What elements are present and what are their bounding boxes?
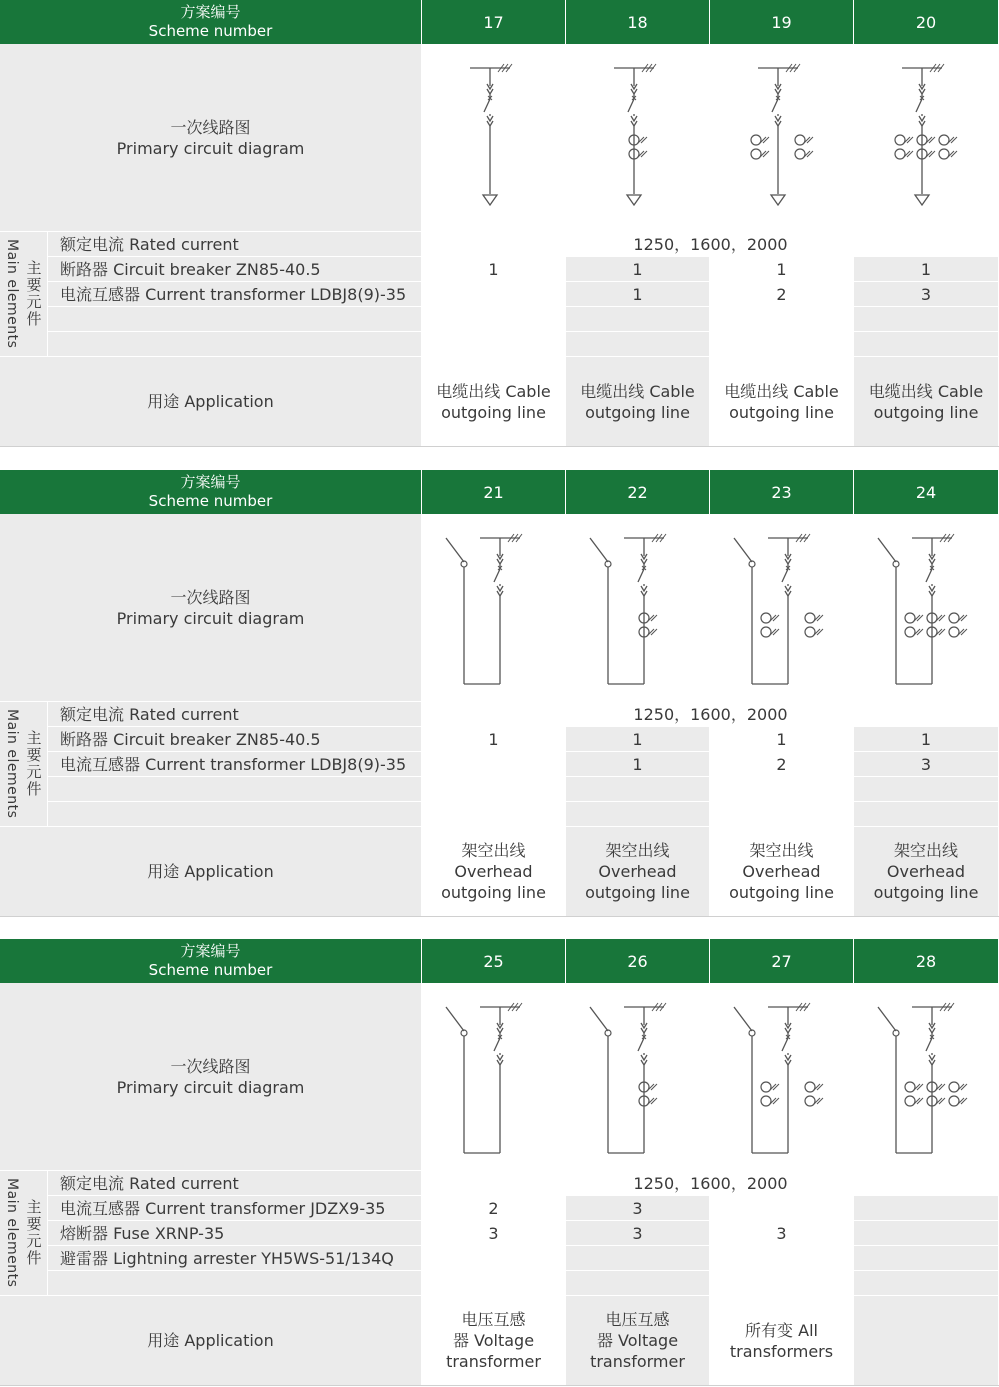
element-row-label: 电流互感器 Current transformer JDZX9-35 — [48, 1196, 421, 1220]
circuit-diagram-cell — [710, 514, 853, 701]
ct-coil-icon — [905, 1082, 915, 1092]
circuit-diagram-cell — [854, 983, 998, 1170]
element-value-cell — [566, 332, 709, 356]
text-line: transformer — [590, 1352, 685, 1371]
diagram-label-en: Primary circuit diagram — [116, 138, 305, 158]
ct-coil-icon — [795, 135, 805, 145]
main-elements-label — [0, 232, 47, 356]
application-cell — [854, 357, 998, 446]
element-value-cell — [566, 307, 709, 331]
circuit-diagram-cell — [566, 983, 709, 1170]
scheme-number-en: Scheme number — [148, 492, 273, 510]
rated-current-value: 1250，1600，2000 — [422, 232, 999, 256]
element-value-cell — [566, 802, 709, 826]
scheme-number-cell: 17 — [422, 0, 565, 44]
text-line: outgoing line — [585, 883, 690, 902]
text-line: 架空出线 — [749, 841, 814, 860]
circuit-diagram-cell — [422, 44, 565, 231]
plug-contact-icon — [785, 586, 791, 596]
application-cell — [566, 357, 709, 446]
ct-coil-icon — [949, 1082, 959, 1092]
scheme-number-cell: 26 — [566, 939, 709, 983]
element-value-cell — [710, 777, 853, 801]
table-bottom-line — [0, 446, 999, 447]
circuit-diagram-svg — [710, 514, 853, 701]
circuit-diagram-cell — [710, 44, 853, 231]
ct-coil-icon — [761, 613, 771, 623]
application-cell — [566, 827, 709, 916]
scheme-number-cell: 25 — [422, 939, 565, 983]
scheme-number-header — [0, 470, 421, 514]
plug-contact-icon — [929, 1055, 935, 1065]
disconnector-blade-line — [878, 538, 896, 562]
ct-coil-icon — [761, 627, 771, 637]
element-row-label: 断路器 Circuit breaker ZN85-40.5 — [48, 727, 421, 751]
element-value-cell — [854, 307, 998, 331]
scheme-number-cell: 28 — [854, 939, 998, 983]
table-bottom-line — [0, 916, 999, 917]
scheme-number-cell: 23 — [710, 470, 853, 514]
element-value-cell: 1 — [566, 727, 709, 751]
breaker-blade-line — [638, 1038, 644, 1051]
element-value-cell: 2 — [710, 752, 853, 776]
text-line: 器 Voltage — [596, 1331, 679, 1350]
ct-coil-icon — [795, 149, 805, 159]
element-value-cell: 1 — [710, 257, 853, 281]
application-cell — [710, 1296, 853, 1385]
text-line: 器 Voltage — [452, 1331, 535, 1350]
text-line: outgoing line — [729, 883, 834, 902]
disconnector-blade-line — [878, 1007, 896, 1031]
element-row-label: 熔断器 Fuse XRNP-35 — [48, 1221, 421, 1245]
scheme-number-cell: 19 — [710, 0, 853, 44]
ct-coil-icon — [895, 135, 905, 145]
element-value-cell — [422, 282, 565, 306]
text-line: 所有变 All — [745, 1320, 818, 1340]
element-value-cell — [422, 802, 565, 826]
disconnector-blade-line — [734, 538, 752, 562]
scheme-number-header — [0, 939, 421, 983]
ct-coil-icon — [805, 1096, 815, 1106]
element-value-cell — [710, 1196, 853, 1220]
element-value-cell: 3 — [854, 752, 998, 776]
breaker-blade-line — [782, 1038, 788, 1051]
scheme-number-cn: 方案编号 — [180, 473, 241, 491]
diagram-label-en: Primary circuit diagram — [116, 608, 305, 628]
rated-current-value: 1250，1600，2000 — [422, 1171, 999, 1195]
circuit-diagram-svg — [566, 514, 709, 701]
application-cell — [422, 1296, 565, 1385]
text-line: transformer — [446, 1352, 541, 1371]
disconnector-blade-line — [734, 1007, 752, 1031]
breaker-blade-line — [916, 99, 922, 112]
element-value-cell — [710, 332, 853, 356]
element-value-cell: 1 — [854, 257, 998, 281]
ct-coil-icon — [761, 1096, 771, 1106]
circuit-diagram-svg — [710, 44, 853, 231]
element-value-cell: 3 — [566, 1221, 709, 1245]
circuit-diagram-cell — [566, 514, 709, 701]
scheme-number-cell: 21 — [422, 470, 565, 514]
scheme-number-cell: 20 — [854, 0, 998, 44]
breaker-blade-line — [484, 99, 490, 112]
text-line: 电压互感 — [605, 1310, 670, 1329]
element-value-cell: 1 — [566, 282, 709, 306]
element-row-label: 断路器 Circuit breaker ZN85-40.5 — [48, 257, 421, 281]
circuit-diagram-svg — [422, 514, 565, 701]
breaker-blade-line — [926, 569, 932, 582]
element-value-cell: 1 — [422, 257, 565, 281]
breaker-blade-line — [628, 99, 634, 112]
element-value-cell: 1 — [854, 727, 998, 751]
ct-coil-icon — [905, 613, 915, 623]
breaker-blade-line — [494, 569, 500, 582]
main-elements-cn: 主要元件 — [24, 1199, 43, 1267]
element-value-cell — [422, 777, 565, 801]
application-cell — [854, 827, 998, 916]
text-line: outgoing line — [729, 402, 834, 422]
element-row-label — [48, 1271, 421, 1295]
element-value-cell — [710, 1271, 853, 1295]
text-line: outgoing line — [441, 883, 546, 902]
element-value-cell — [422, 307, 565, 331]
element-value-cell — [422, 1271, 565, 1295]
rated-current-value: 1250，1600，2000 — [422, 702, 999, 726]
element-value-cell: 1 — [422, 727, 565, 751]
element-value-cell: 3 — [422, 1221, 565, 1245]
text-line: Overhead — [742, 862, 821, 881]
text-line: outgoing line — [873, 883, 979, 902]
disconnector-blade-line — [446, 1007, 464, 1031]
plug-contact-icon — [497, 586, 503, 596]
circuit-diagram-svg — [854, 514, 998, 701]
text-line: Overhead — [598, 862, 677, 881]
circuit-diagram-cell — [422, 514, 565, 701]
circuit-diagram-svg — [566, 983, 709, 1170]
element-row-label — [48, 777, 421, 801]
circuit-diagram-cell — [422, 983, 565, 1170]
breaker-blade-line — [782, 569, 788, 582]
element-value-cell — [854, 1221, 998, 1245]
ct-coil-icon — [939, 135, 949, 145]
element-value-cell — [710, 1246, 853, 1270]
text-line: 架空出线 — [893, 841, 958, 860]
primary-circuit-label — [0, 44, 421, 231]
disconnector-blade-line — [590, 538, 608, 562]
element-value-cell — [422, 752, 565, 776]
element-value-cell: 2 — [710, 282, 853, 306]
application-cell — [566, 1296, 709, 1385]
table-bottom-line — [0, 1385, 999, 1386]
element-value-cell: 1 — [566, 257, 709, 281]
text-line: 架空出线 — [605, 841, 670, 860]
circuit-diagram-svg — [566, 44, 709, 231]
element-value-cell: 2 — [422, 1196, 565, 1220]
plug-contact-icon — [919, 116, 925, 126]
element-value-cell: 3 — [710, 1221, 853, 1245]
element-value-cell: 3 — [854, 282, 998, 306]
text-line: 电缆出线 Cable — [436, 381, 551, 401]
scheme-number-cell: 24 — [854, 470, 998, 514]
circuit-diagram-svg — [422, 44, 565, 231]
cable-end-icon — [483, 195, 497, 205]
ct-coil-icon — [751, 149, 761, 159]
breaker-blade-line — [926, 1038, 932, 1051]
plug-contact-icon — [785, 1055, 791, 1065]
plug-contact-icon — [641, 586, 647, 596]
ct-coil-icon — [805, 613, 815, 623]
application-label: 用途 Application — [0, 357, 421, 446]
text-line: outgoing line — [873, 402, 979, 422]
circuit-diagram-cell — [854, 44, 998, 231]
text-line: outgoing line — [585, 402, 690, 422]
scheme-number-en: Scheme number — [148, 22, 273, 40]
main-elements-label — [0, 1171, 47, 1295]
element-value-cell — [566, 1271, 709, 1295]
element-value-cell — [422, 1246, 565, 1270]
breaker-blade-line — [772, 99, 778, 112]
scheme-number-cell: 27 — [710, 939, 853, 983]
cable-end-icon — [915, 195, 929, 205]
circuit-diagram-svg — [710, 983, 853, 1170]
text-line: 电缆出线 Cable — [580, 381, 695, 401]
circuit-diagram-svg — [854, 44, 998, 231]
text-line: 电压互感 — [461, 1310, 526, 1329]
disconnector-blade-line — [446, 538, 464, 562]
disconnector-blade-line — [590, 1007, 608, 1031]
element-value-cell — [854, 1271, 998, 1295]
circuit-diagram-svg — [854, 983, 998, 1170]
text-line: outgoing line — [441, 402, 546, 422]
main-elements-cn: 主要元件 — [24, 730, 43, 798]
cable-end-icon — [771, 195, 785, 205]
element-row-label: 额定电流 Rated current — [48, 232, 421, 256]
element-row-label: 电流互感器 Current transformer LDBJ8(9)-35 — [48, 282, 421, 306]
element-row-label: 额定电流 Rated current — [48, 1171, 421, 1195]
text-line: 电缆出线 Cable — [724, 381, 839, 401]
element-value-cell — [854, 1196, 998, 1220]
application-cell — [422, 827, 565, 916]
plug-contact-icon — [775, 116, 781, 126]
text-line: 电缆出线 Cable — [868, 381, 984, 401]
main-elements-en: Main elements — [4, 709, 20, 819]
circuit-diagram-cell — [710, 983, 853, 1170]
element-value-cell — [422, 332, 565, 356]
ct-coil-icon — [949, 613, 959, 623]
primary-circuit-label — [0, 983, 421, 1170]
text-line: transformers — [729, 1341, 834, 1361]
circuit-diagram-svg — [422, 983, 565, 1170]
element-value-cell: 3 — [566, 1196, 709, 1220]
main-elements-cn: 主要元件 — [24, 260, 43, 328]
main-elements-label — [0, 702, 47, 826]
element-row-label: 电流互感器 Current transformer LDBJ8(9)-35 — [48, 752, 421, 776]
text-line: Overhead — [454, 862, 533, 881]
diagram-label-en: Primary circuit diagram — [116, 1077, 305, 1097]
application-cell — [422, 357, 565, 446]
diagram-label-cn: 一次线路图 — [170, 1056, 251, 1076]
element-value-cell — [566, 777, 709, 801]
text-line: 架空出线 — [461, 841, 526, 860]
ct-coil-icon — [751, 135, 761, 145]
circuit-diagram-cell — [566, 44, 709, 231]
diagram-label-cn: 一次线路图 — [170, 117, 251, 137]
element-value-cell — [854, 802, 998, 826]
scheme-number-cn: 方案编号 — [180, 3, 241, 21]
ct-coil-icon — [761, 1082, 771, 1092]
scheme-number-cn: 方案编号 — [180, 942, 241, 960]
ct-coil-icon — [939, 149, 949, 159]
element-row-label — [48, 307, 421, 331]
circuit-diagram-cell — [854, 514, 998, 701]
element-row-label — [48, 802, 421, 826]
element-value-cell — [854, 777, 998, 801]
element-value-cell — [566, 1246, 709, 1270]
plug-contact-icon — [929, 586, 935, 596]
element-value-cell — [854, 1246, 998, 1270]
application-label: 用途 Application — [0, 1296, 421, 1385]
plug-contact-icon — [631, 116, 637, 126]
element-value-cell — [710, 802, 853, 826]
breaker-blade-line — [494, 1038, 500, 1051]
application-cell — [710, 357, 853, 446]
diagram-label-cn: 一次线路图 — [170, 587, 251, 607]
element-row-label: 额定电流 Rated current — [48, 702, 421, 726]
plug-contact-icon — [487, 116, 493, 126]
cable-end-icon — [627, 195, 641, 205]
ct-coil-icon — [895, 149, 905, 159]
element-row-label: 避雷器 Lightning arrester YH5WS-51/134Q — [48, 1246, 421, 1270]
ct-coil-icon — [805, 1082, 815, 1092]
scheme-number-cell: 22 — [566, 470, 709, 514]
scheme-number-en: Scheme number — [148, 961, 273, 979]
application-label: 用途 Application — [0, 827, 421, 916]
element-value-cell: 1 — [566, 752, 709, 776]
ct-coil-icon — [905, 627, 915, 637]
primary-circuit-label — [0, 514, 421, 701]
element-value-cell — [710, 307, 853, 331]
scheme-number-cell: 18 — [566, 0, 709, 44]
plug-contact-icon — [641, 1055, 647, 1065]
plug-contact-icon — [497, 1055, 503, 1065]
element-row-label — [48, 332, 421, 356]
text-line: Overhead — [886, 862, 966, 881]
application-cell — [710, 827, 853, 916]
breaker-blade-line — [638, 569, 644, 582]
main-elements-en: Main elements — [4, 1178, 20, 1288]
ct-coil-icon — [949, 627, 959, 637]
application-cell — [854, 1296, 998, 1385]
ct-coil-icon — [949, 1096, 959, 1106]
main-elements-en: Main elements — [4, 239, 20, 349]
ct-coil-icon — [905, 1096, 915, 1106]
scheme-number-header — [0, 0, 421, 44]
ct-coil-icon — [805, 627, 815, 637]
element-value-cell: 1 — [710, 727, 853, 751]
element-value-cell — [854, 332, 998, 356]
